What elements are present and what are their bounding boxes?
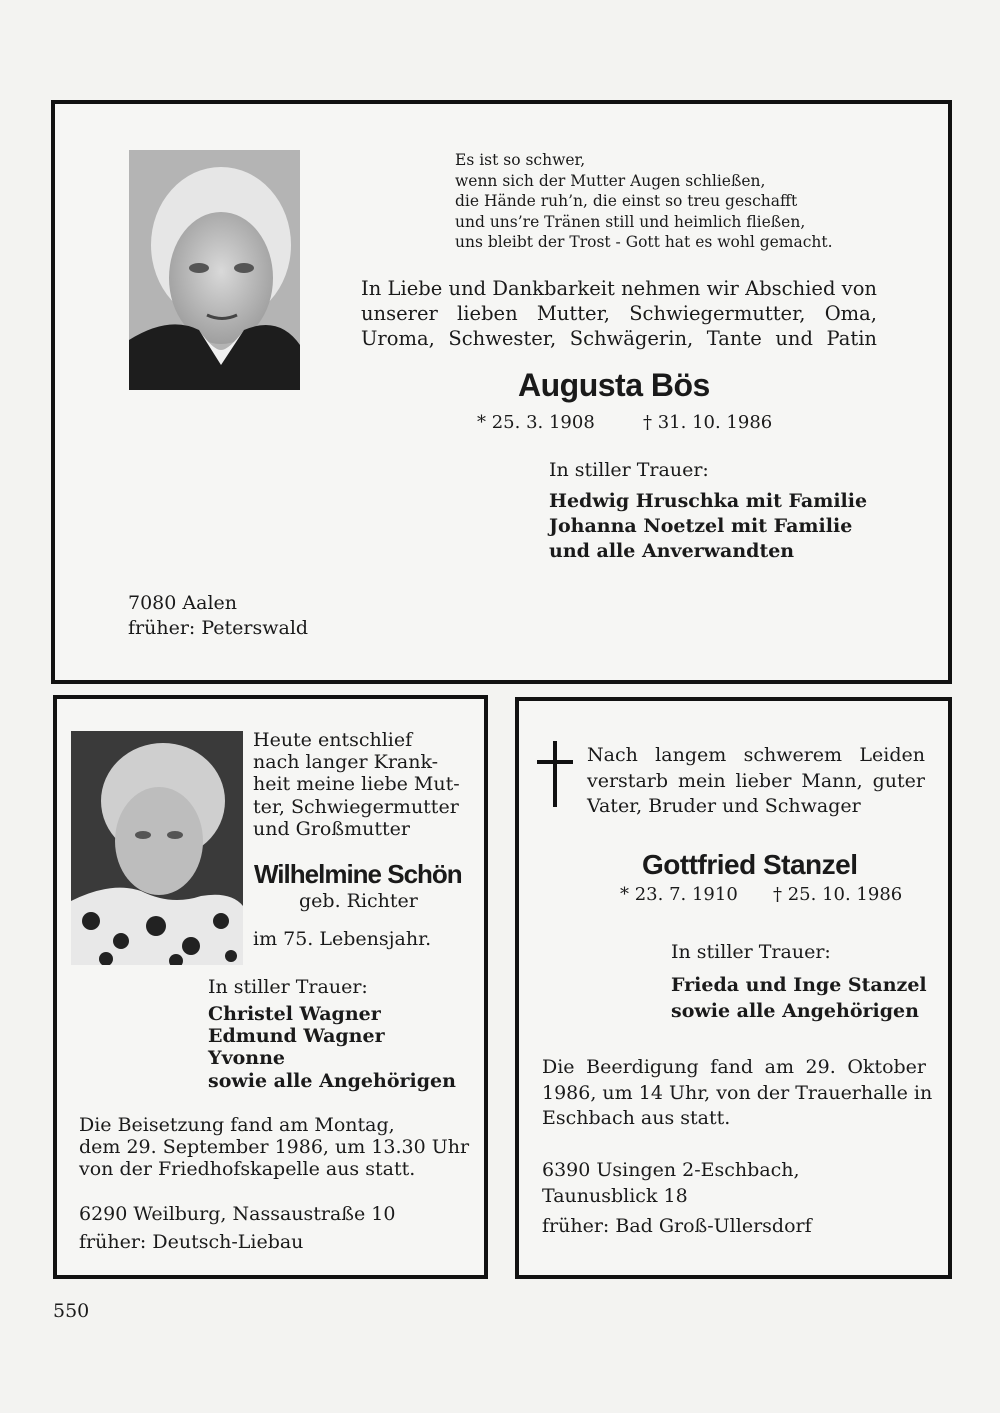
mourners-list <box>549 489 867 564</box>
address-line: 6290 Weilburg, Nassaustraße 10 <box>79 1203 396 1225</box>
poem-line: Es ist so schwer, <box>455 151 586 169</box>
intro-text <box>587 743 925 820</box>
address-line: 6390 Usingen 2-Eschbach, <box>542 1159 800 1181</box>
funeral-line: dem 29. September 1986, um 13.30 Uhr <box>79 1136 470 1159</box>
poem-line: uns bleibt der Trost - Gott hat es wohl gemacht. <box>455 233 833 252</box>
death-date: † 25. 10. 1986 <box>773 884 903 905</box>
intro-line: und Großmutter <box>253 817 410 840</box>
intro-line: verstarb mein lieber Mann, guter <box>587 769 925 792</box>
poem-line: und uns’re Tränen still und heimlich fließen, <box>455 212 806 231</box>
funeral-line: Die Beerdigung fand am 29. Oktober <box>542 1056 926 1078</box>
birth-date: * 25. 3. 1908 <box>477 412 595 433</box>
mourner: Hedwig Hruschka mit Familie <box>549 490 868 512</box>
address <box>542 1157 812 1239</box>
address <box>79 1200 395 1256</box>
intro-line: Nach langem schwerem Leiden <box>587 744 925 766</box>
address-line: früher: Bad Groß-Ullersdorf <box>542 1215 812 1237</box>
funeral-line: Die Beisetzung fand am Montag, <box>79 1114 395 1136</box>
maiden-name: geb. Richter <box>299 890 418 912</box>
intro-line: Heute entschlief <box>253 729 413 751</box>
mourning-label: In stiller Trauer: <box>671 941 831 963</box>
deceased-name: Gottfried Stanzel <box>642 849 858 880</box>
address <box>128 591 308 641</box>
mourner: Yvonne <box>208 1047 285 1070</box>
poem-line: wenn sich der Mutter Augen schließen, <box>455 171 766 190</box>
address-line: Taunusblick 18 <box>542 1185 688 1207</box>
mourning-label: In stiller Trauer: <box>549 459 709 481</box>
intro-line: Vater, Bruder und Schwager <box>587 795 861 817</box>
obituary-augusta-boes <box>51 100 952 684</box>
birth-date: * 23. 7. 1910 <box>620 884 738 905</box>
mourners-list <box>671 972 927 1024</box>
deceased-name: Augusta Bös <box>518 367 710 403</box>
intro-text <box>253 729 460 840</box>
intro-line: ter, Schwiegermutter <box>253 795 459 818</box>
poem-line: die Hände ruh’n, die einst so treu geschafft <box>455 192 798 211</box>
intro-line: Uroma, Schwester, Schwägerin, Tante und Patin <box>361 327 877 350</box>
death-date: † 31. 10. 1986 <box>643 412 773 433</box>
obituary-gottfried-stanzel <box>515 697 952 1279</box>
deceased-name: Wilhelmine Schön <box>254 859 462 889</box>
mourner: Christel Wagner <box>208 1003 381 1025</box>
intro-line: heit meine liebe Mut- <box>253 773 460 796</box>
funeral-info <box>542 1055 933 1132</box>
latin-cross-icon <box>537 741 573 807</box>
mourning-label: In stiller Trauer: <box>208 976 368 998</box>
funeral-line: 1986, um 14 Uhr, von der Trauerhalle in <box>542 1081 933 1104</box>
intro-text <box>361 276 877 351</box>
mourners-list <box>208 1003 456 1092</box>
mourner: Frieda und Inge Stanzel <box>671 974 927 996</box>
mourner: sowie alle Angehörigen <box>671 1000 919 1022</box>
funeral-info <box>79 1114 469 1181</box>
intro-line: nach langer Krank- <box>253 751 439 774</box>
portrait-photo-augusta-boes <box>129 150 300 390</box>
mourner: Johanna Noetzel mit Familie <box>549 515 853 537</box>
mourner: sowie alle Angehörigen <box>208 1069 456 1092</box>
page-number: 550 <box>53 1300 90 1322</box>
mourner: und alle Anverwandten <box>549 540 795 562</box>
address-line: 7080 Aalen <box>128 592 237 614</box>
portrait-photo-wilhelmine-schoen <box>71 731 243 965</box>
intro-line: unserer lieben Mutter, Schwiegermutter, Oma, <box>361 302 877 325</box>
intro-line: In Liebe und Dankbarkeit nehmen wir Abschied von <box>361 277 877 300</box>
age-text: im 75. Lebensjahr. <box>253 928 432 950</box>
address-line: früher: Deutsch-Liebau <box>79 1231 304 1253</box>
poem <box>455 150 833 253</box>
address-line: früher: Peterswald <box>128 617 309 639</box>
obituary-wilhelmine-schoen <box>53 695 488 1279</box>
mourner: Edmund Wagner <box>208 1025 385 1048</box>
funeral-line: von der Friedhofskapelle aus statt. <box>79 1158 416 1181</box>
funeral-line: Eschbach aus statt. <box>542 1107 731 1129</box>
